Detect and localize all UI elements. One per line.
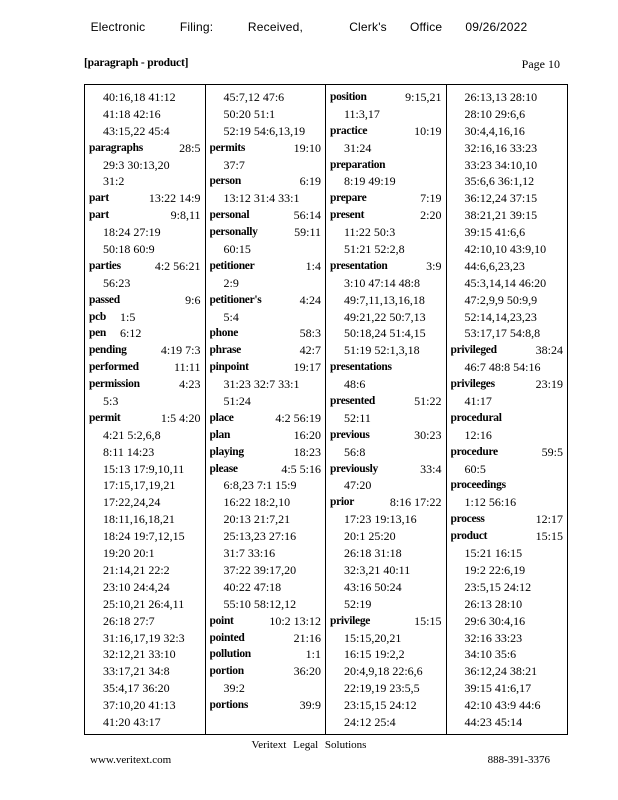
index-term: preparation	[330, 158, 386, 171]
index-refs-continued: 41:20 43:17	[103, 714, 161, 729]
index-term: previous	[330, 428, 370, 441]
footer-company: Veritext Legal Solutions	[251, 739, 367, 751]
index-refs: 1:1	[305, 647, 321, 662]
index-refs-continued: 40:22 47:18	[223, 579, 282, 594]
index-term: portion	[209, 665, 244, 678]
index-term: phone	[209, 327, 239, 340]
index-refs-continued: 50:18 60:9	[103, 242, 155, 257]
index-refs-continued: 43:15,22 45:4	[103, 123, 170, 138]
index-entry	[330, 123, 442, 140]
index-term: pcb	[89, 310, 106, 323]
index-refs-continued: 8:19 49:19	[344, 174, 396, 189]
index-entry	[210, 140, 322, 157]
index-refs-continued: 19:2 22:6,19	[464, 562, 526, 577]
index-term: privileged	[450, 344, 497, 357]
index-entry	[451, 376, 564, 393]
index-entry	[330, 89, 442, 106]
index-entry	[89, 376, 201, 393]
index-refs-continued: 13:12 31:4 33:1	[223, 191, 300, 206]
index-entry	[210, 359, 322, 376]
index-refs-continued: 24:12 25:4	[344, 714, 396, 729]
index-term: procedural	[450, 411, 502, 424]
index-entry	[210, 207, 322, 224]
index-term: paragraphs	[89, 141, 143, 154]
index-refs-continued: 19:20 20:1	[103, 546, 155, 561]
index-term: position	[330, 91, 367, 103]
index-entry	[451, 511, 564, 528]
index-refs-continued: 23:15,15 24:12	[344, 698, 417, 713]
page-number: Page 10	[521, 57, 560, 71]
index-refs-continued: 39:15 41:6,6	[464, 225, 526, 240]
index-refs-continued: 35:6,6 36:1,12	[464, 174, 535, 189]
index-refs: 7:19	[420, 191, 442, 206]
index-term: pinpoint	[209, 361, 249, 374]
index-refs-continued: 45:7,12 47:6	[223, 90, 285, 104]
index-refs: 36:20	[293, 664, 321, 679]
index-entry	[451, 342, 564, 359]
index-term: petitioner	[209, 259, 255, 272]
index-refs-continued: 47:20	[344, 478, 372, 493]
index-refs: 12:17	[535, 512, 563, 527]
index-refs: 56:14	[293, 208, 321, 223]
index-refs-continued: 16:15 19:2,2	[344, 647, 405, 662]
index-term: plan	[209, 428, 231, 441]
index-refs: 19:17	[293, 360, 321, 375]
index-term: performed	[89, 361, 139, 374]
index-refs-continued: 17:15,17,19,21	[103, 478, 176, 493]
index-refs-continued: 15:21 16:15	[464, 546, 523, 561]
index-column-4	[447, 85, 568, 734]
index-refs: 16:20	[293, 427, 321, 442]
index-refs-continued: 31:23 32:7 33:1	[223, 377, 300, 392]
index-refs-continued: 5:4	[223, 309, 239, 324]
index-refs: 4:2 56:21	[154, 258, 201, 273]
index-refs: 23:19	[535, 377, 563, 392]
index-entry	[210, 292, 322, 309]
index-refs-continued: 36:12,24 38:21	[464, 664, 538, 679]
index-refs-continued: 55:10 58:12,12	[223, 596, 297, 611]
index-refs-continued: 20:4,9,18 22:6,6	[344, 664, 423, 679]
index-refs-continued: 23:10 24:4,24	[103, 579, 170, 594]
index-refs-continued: 5:3	[103, 394, 119, 409]
index-refs-continued: 34:10 35:6	[464, 647, 517, 662]
index-term: playing	[209, 445, 244, 458]
index-term: present	[330, 209, 365, 222]
index-term: presentations	[330, 361, 392, 374]
index-column-3	[326, 85, 447, 734]
index-term: prepare	[330, 192, 367, 205]
index-refs-continued: 17:23 19:13,16	[344, 512, 417, 527]
index-term: presented	[330, 395, 376, 408]
index-refs-continued: 51:24	[223, 394, 251, 409]
index-term: permission	[89, 378, 140, 391]
index-entry	[89, 207, 201, 224]
index-refs-continued: 36:12,24 37:15	[464, 191, 538, 206]
index-term: part	[89, 192, 109, 205]
index-refs-continued: 4:21 5:2,6,8	[103, 427, 161, 442]
index-entry	[210, 325, 322, 342]
index-refs-continued: 2:9	[223, 275, 239, 290]
index-entry	[89, 359, 201, 376]
index-refs-continued: 20:1 25:20	[344, 529, 396, 544]
index-term: privilege	[330, 614, 371, 627]
index-refs: 19:10	[293, 140, 321, 155]
index-column-2	[206, 85, 327, 734]
index-refs-continued: 38:21,21 39:15	[464, 208, 538, 223]
index-refs-continued: 56:23	[103, 275, 131, 290]
index-refs-continued: 29:6 30:4,16	[464, 613, 526, 628]
index-refs: 6:19	[299, 174, 321, 189]
index-refs-continued: 37:22 39:17,20	[223, 562, 297, 577]
index-term: petitioner's	[209, 293, 262, 306]
index-refs-continued: 52:11	[344, 410, 371, 425]
index-refs-continued: 47:2,9,9 50:9,9	[464, 292, 538, 307]
index-refs-continued: 26:18 27:7	[103, 613, 155, 628]
index-refs-continued: 44:6,6,23,23	[464, 258, 525, 273]
index-entry	[89, 190, 201, 207]
index-refs-continued: 26:13 28:10	[464, 596, 523, 611]
index-refs-continued: 60:5	[464, 461, 486, 476]
index-refs: 59:11	[294, 225, 321, 240]
index-refs-continued: 40:16,18 41:12	[103, 90, 176, 104]
index-entry	[330, 427, 442, 444]
index-refs-continued: 11:3,17	[344, 106, 380, 121]
index-refs: 51:22	[414, 394, 442, 409]
index-refs-continued: 16:22 18:2,10	[223, 495, 291, 510]
index-refs: 1:4	[305, 258, 321, 273]
index-refs-continued: 52:19	[344, 596, 372, 611]
index-entry	[451, 410, 564, 427]
index-refs-continued: 48:6	[344, 377, 366, 392]
index-entry	[210, 444, 322, 461]
index-refs-continued: 52:19 54:6,13,19	[223, 123, 306, 138]
index-term: process	[450, 513, 485, 526]
index-refs-continued: 26:13,13 28:10	[464, 90, 538, 104]
index-refs-continued: 17:22,24,24	[103, 495, 161, 510]
index-refs-continued: 37:10,20 41:13	[103, 698, 176, 713]
index-term: personal	[209, 209, 250, 222]
index-refs: 42:7	[299, 343, 321, 358]
index-column-1	[85, 85, 206, 734]
index-refs-continued: 49:21,22 50:7,13	[344, 309, 426, 324]
index-refs-continued: 15:13 17:9,10,11	[103, 461, 185, 476]
index-refs-continued: 31:7 33:16	[223, 546, 276, 561]
index-entry	[330, 258, 442, 275]
index-refs: 3:9	[426, 258, 442, 273]
index-term: permits	[209, 141, 246, 154]
index-refs-continued: 41:18 42:16	[103, 106, 161, 121]
index-term: please	[209, 462, 238, 475]
index-refs-continued: 31:2	[103, 174, 125, 189]
index-refs: 59:5	[541, 444, 563, 459]
index-refs-continued: 20:13 21:7,21	[223, 512, 291, 527]
index-entry	[89, 140, 201, 157]
index-refs: 10:2 13:12	[269, 613, 321, 628]
index-refs: 9:15,21	[405, 90, 442, 104]
index-refs: 18:23	[293, 444, 321, 459]
index-refs-continued: 39:2	[223, 681, 245, 696]
index-refs-continued: 18:24 27:19	[103, 225, 161, 240]
index-refs-continued: 28:10 29:6,6	[464, 106, 526, 121]
index-refs: 4:19 7:3	[160, 343, 201, 358]
index-refs: 28:5	[179, 140, 201, 155]
index-refs: 21:16	[293, 630, 321, 645]
index-entry	[210, 630, 322, 647]
index-refs-continued: 12:16	[464, 427, 492, 442]
index-term: previously	[330, 462, 378, 475]
index-refs-continued: 50:18,24 51:4,15	[344, 326, 426, 341]
index-refs: 58:3	[299, 326, 321, 341]
index-term: portions	[209, 699, 248, 712]
index-refs-continued: 45:3,14,14 46:20	[464, 275, 547, 290]
index-term: permit	[89, 411, 121, 424]
index-refs-continued: 32:16,16 33:23	[464, 140, 538, 155]
index-refs-continued: 56:8	[344, 444, 366, 459]
index-term: passed	[89, 293, 120, 306]
index-entry	[330, 157, 442, 174]
index-entry	[451, 477, 564, 494]
index-refs-continued: 35:4,17 36:20	[103, 681, 170, 696]
index-entry	[210, 663, 322, 680]
index-entry	[210, 224, 322, 241]
index-term: place	[209, 411, 234, 424]
index-refs-continued: 29:3 30:13,20	[103, 157, 170, 172]
index-refs-continued: 23:5,15 24:12	[464, 579, 532, 594]
index-entry	[330, 359, 442, 376]
index-term: person	[209, 175, 241, 188]
index-refs: 39:9	[299, 698, 321, 713]
index-entry	[330, 393, 442, 410]
index-refs: 15:15	[414, 613, 442, 628]
index-refs-continued: 15:15,20,21	[344, 630, 402, 645]
index-refs-continued: 37:7	[223, 157, 245, 172]
index-refs-continued: 8:11 14:23	[103, 444, 155, 459]
index-term: pending	[89, 344, 127, 357]
index-term: product	[450, 530, 488, 543]
index-refs: 13:22 14:9	[148, 191, 201, 206]
index-refs: 8:16 17:22	[389, 495, 442, 510]
index-refs-continued: 26:18 31:18	[344, 546, 402, 561]
index-entry	[210, 461, 322, 478]
index-term: practice	[330, 124, 368, 137]
index-entry	[210, 258, 322, 275]
index-refs-continued: 53:17,17 54:8,8	[464, 326, 541, 341]
index-refs-continued: 1:12 56:16	[464, 495, 517, 510]
index-refs-continued: 49:7,11,13,16,18	[344, 292, 425, 307]
index-refs-continued: 43:16 50:24	[344, 579, 402, 594]
index-term: procedure	[450, 445, 498, 458]
index-refs-continued: 25:13,23 27:16	[223, 529, 297, 544]
index-refs-continued: 46:7 48:8 54:16	[464, 360, 541, 375]
index-refs-continued: 22:19,19 23:5,5	[344, 681, 420, 696]
index-term: personally	[209, 226, 258, 239]
index-entry	[89, 258, 201, 275]
index-refs-continued: 6:8,23 7:1 15:9	[223, 478, 297, 493]
index-refs: 30:23	[414, 427, 442, 442]
index-term: presentation	[330, 259, 388, 272]
index-entry	[89, 325, 201, 342]
index-term: pen	[89, 327, 106, 340]
index-refs-continued: 44:23 45:14	[464, 714, 523, 729]
index-refs-continued: 18:24 19:7,12,15	[103, 529, 185, 544]
index-entry	[451, 444, 564, 461]
index-entry	[210, 697, 322, 714]
index-entry	[210, 427, 322, 444]
index-term: privileges	[450, 378, 495, 391]
index-refs: 4:23	[179, 377, 201, 392]
index-entry	[210, 173, 322, 190]
index-refs-continued: 25:10,21 26:4,11	[103, 596, 185, 611]
index-refs-continued: 33:17,21 34:8	[103, 664, 170, 679]
index-term: phrase	[209, 344, 241, 357]
footer-phone: 888-391-3376	[487, 754, 550, 766]
index-entry	[210, 410, 322, 427]
index-refs: 4:2 56:19	[275, 410, 321, 425]
filing-stamp: Electronic Filing: Received, Clerk's Office 09/26/2022	[90, 20, 528, 34]
index-entry	[330, 613, 442, 630]
index-refs: 6:12	[120, 326, 142, 341]
index-refs-continued: 52:14,14,23,23	[464, 309, 537, 324]
index-range: [paragraph - product]	[84, 57, 189, 69]
index-term: parties	[89, 259, 121, 272]
index-term: prior	[330, 496, 355, 509]
index-entry	[89, 292, 201, 309]
index-refs-continued: 51:21 52:2,8	[344, 242, 405, 257]
index-refs-continued: 30:4,4,16,16	[464, 123, 525, 138]
index-refs-continued: 31:24	[344, 140, 372, 155]
index-refs-continued: 31:16,17,19 32:3	[103, 630, 185, 645]
index-term: proceedings	[450, 479, 506, 492]
index-refs-continued: 18:11,16,18,21	[103, 512, 175, 527]
index-refs: 1:5	[120, 309, 136, 324]
index-refs: 15:15	[535, 529, 563, 544]
index-refs-continued: 42:10 43:9 44:6	[464, 698, 541, 713]
index-entry	[330, 461, 442, 478]
footer-website: www.veritext.com	[90, 754, 172, 766]
index-refs-continued: 32:16 33:23	[464, 630, 523, 645]
index-refs: 10:19	[414, 123, 442, 138]
index-refs-continued: 33:23 34:10,10	[464, 157, 538, 172]
index-term: pollution	[209, 648, 251, 661]
index-entry	[210, 342, 322, 359]
index-term: pointed	[209, 631, 245, 644]
index-refs-continued: 50:20 51:1	[223, 106, 276, 121]
index-refs: 9:6	[185, 292, 201, 307]
index-entry	[330, 494, 442, 511]
index-refs: 4:5 5:16	[281, 461, 321, 476]
index-entry	[210, 613, 322, 630]
index-refs-continued: 3:10 47:14 48:8	[344, 275, 421, 290]
index-entry	[89, 342, 201, 359]
index-entry	[89, 410, 201, 427]
index-refs-continued: 51:19 52:1,3,18	[344, 343, 420, 358]
index-refs-continued: 41:17	[464, 394, 492, 409]
index-refs: 1:5 4:20	[160, 410, 201, 425]
index-entry	[451, 528, 564, 545]
index-entry	[89, 309, 201, 326]
index-term: part	[89, 209, 109, 222]
word-index-table	[84, 84, 568, 735]
index-refs: 4:24	[299, 292, 321, 307]
index-refs-continued: 21:14,21 22:2	[103, 562, 170, 577]
index-refs-continued: 32:3,21 40:11	[344, 562, 411, 577]
index-refs: 2:20	[420, 208, 442, 223]
index-refs: 33:4	[420, 461, 442, 476]
index-entry	[330, 190, 442, 207]
index-refs: 11:11	[174, 360, 201, 375]
index-refs: 9:8,11	[170, 208, 201, 223]
index-refs-continued: 42:10,10 43:9,10	[464, 242, 547, 257]
index-entry	[210, 646, 322, 663]
index-refs-continued: 32:12,21 33:10	[103, 647, 176, 662]
index-refs-continued: 60:15	[223, 242, 251, 257]
index-entry	[330, 207, 442, 224]
index-refs: 38:24	[535, 343, 563, 358]
index-refs-continued: 39:15 41:6,17	[464, 681, 532, 696]
index-refs-continued: 11:22 50:3	[344, 225, 396, 240]
index-term: point	[209, 614, 234, 627]
